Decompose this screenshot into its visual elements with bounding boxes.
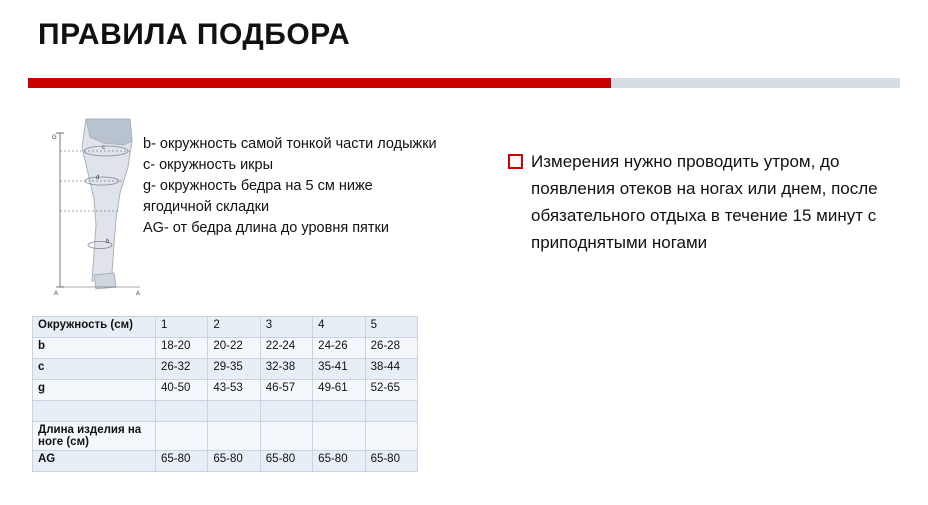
page-title: ПРАВИЛА ПОДБОРА [38, 18, 351, 51]
instruction-bullet [508, 148, 908, 256]
size-table [32, 316, 418, 472]
row-value: 65-80 [260, 451, 312, 472]
diagram-label-g: G [52, 135, 57, 141]
legend-line-b: b- окружность самой тонкой части лодыжки [143, 136, 437, 152]
row-value: 26-32 [156, 359, 208, 380]
table-row [33, 338, 418, 359]
row-value [208, 422, 260, 451]
row-value [313, 422, 365, 451]
table-row [33, 380, 418, 401]
row-value: 46-57 [260, 380, 312, 401]
measurement-legend [143, 134, 443, 239]
row-value [365, 401, 417, 422]
row-value: 38-44 [365, 359, 417, 380]
row-value [156, 401, 208, 422]
row-label [33, 401, 156, 422]
diagram-label-a-left: A [54, 291, 59, 295]
row-value: 49-61 [313, 380, 365, 401]
size-table-wrapper [32, 316, 418, 472]
legend-line-ag: AG- от бедра длина до уровня пятки [143, 220, 389, 236]
bullet-square-icon [508, 154, 523, 169]
row-label: g [33, 380, 156, 401]
leg-measurement-diagram [44, 115, 154, 295]
row-label: Длина изделия на ноге (см) [33, 422, 156, 451]
diagram-label-a-right: A [136, 291, 141, 295]
diagram-label-d: d [96, 175, 100, 181]
row-value: 18-20 [156, 338, 208, 359]
row-value: 35-41 [313, 359, 365, 380]
instruction-text: Измерения нужно проводить утром, до появления отеков на ногах или днем, после обязательного отдыха в течение 15 минут с приподнятыми ногами [531, 152, 878, 252]
row-value: 65-80 [365, 451, 417, 472]
table-row [33, 359, 418, 380]
row-value [208, 401, 260, 422]
title-divider [28, 78, 900, 88]
row-value: 32-38 [260, 359, 312, 380]
table-header-cell: 2 [208, 317, 260, 338]
row-value [313, 401, 365, 422]
table-header-cell: 1 [156, 317, 208, 338]
table-header-cell: 4 [313, 317, 365, 338]
row-value: 24-26 [313, 338, 365, 359]
row-value [156, 422, 208, 451]
row-value: 52-65 [365, 380, 417, 401]
row-value: 26-28 [365, 338, 417, 359]
row-value: 65-80 [313, 451, 365, 472]
table-header-row [33, 317, 418, 338]
row-value: 22-24 [260, 338, 312, 359]
row-label: b [33, 338, 156, 359]
divider-secondary-bar [611, 78, 900, 88]
table-header-cell: 3 [260, 317, 312, 338]
diagram-label-c: c [102, 145, 105, 151]
row-value [260, 422, 312, 451]
row-value [365, 422, 417, 451]
table-row [33, 451, 418, 472]
diagram-label-b: b [106, 239, 110, 245]
row-value: 43-53 [208, 380, 260, 401]
legend-line-g: g- окружность бедра на 5 см ниже ягодичной складки [143, 178, 373, 215]
row-value: 29-35 [208, 359, 260, 380]
row-value: 20-22 [208, 338, 260, 359]
row-value: 65-80 [208, 451, 260, 472]
row-label: AG [33, 451, 156, 472]
row-value: 40-50 [156, 380, 208, 401]
table-header-cell: Окружность (см) [33, 317, 156, 338]
table-row-spacer [33, 401, 418, 422]
row-label: c [33, 359, 156, 380]
divider-accent-bar [28, 78, 611, 88]
table-row [33, 422, 418, 451]
row-value: 65-80 [156, 451, 208, 472]
table-header-cell: 5 [365, 317, 417, 338]
row-value [260, 401, 312, 422]
legend-line-c: c- окружность икры [143, 157, 274, 173]
